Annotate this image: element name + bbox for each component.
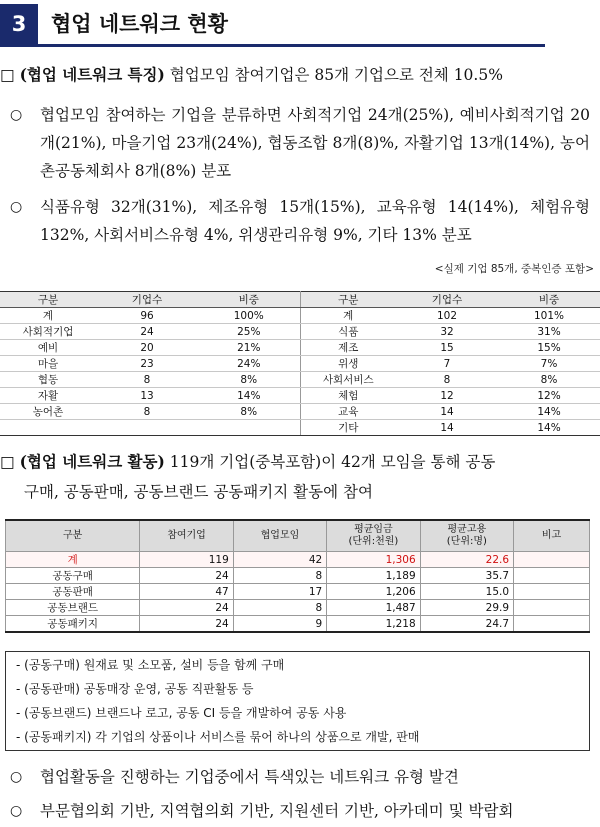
col-header-unit: (단위:명) (446, 536, 487, 547)
table-cell: 체험 (300, 388, 396, 404)
table-row (0, 388, 600, 404)
features-bullet-1 (10, 101, 590, 185)
table-cell: 제조 (300, 340, 396, 356)
table-cell: 계 (0, 308, 96, 324)
section-header (0, 4, 600, 44)
bullet-text: 부문협의회 기반, 지역협의회 기반, 지원센터 기반, 아카데미 및 박람회 (40, 802, 514, 820)
definitions-box (5, 651, 590, 751)
col-header: 참여기업 (140, 520, 233, 552)
col-header-label: 평균고용 (447, 524, 487, 535)
table-cell: 농어촌 (0, 404, 96, 420)
definition-line: - (공동구매) 원재료 및 소모품, 설비 등을 함께 구매 (16, 658, 285, 672)
square-bullet: □ (0, 66, 15, 84)
features-text: 협업모임 참여기업은 85개 기업으로 전체 10.5% (164, 66, 503, 84)
activities-text-line2: 구매, 공동판매, 공동브랜드 공동패키지 활동에 참여 (24, 483, 373, 501)
table-cell: 식품 (300, 324, 396, 340)
definition-line: - (공동패키지) 각 기업의 상품이나 서비스를 묶어 하나의 상품으로 개발, 판매 (16, 730, 420, 744)
table-cell: 사회적기업 (0, 324, 96, 340)
table-cell: 12% (498, 388, 600, 404)
table-cell: 계 (300, 308, 396, 324)
table-row (0, 420, 600, 436)
bullet-text: 협업모임 참여하는 기업을 분류하면 사회적기업 24개(25%), 예비사회적기업 20개(21%), 마을기업 23개(24%), 협동조합 8개(8)%, 자활기업 13개(14%), 농어촌공동체회사 8개(8%) 분포 (40, 106, 590, 180)
activities-heading: (협업 네트워크 활동) (19, 452, 165, 471)
table-cell (0, 420, 96, 436)
table-cell: 31% (498, 324, 600, 340)
table-header-row (0, 292, 600, 308)
col-header-unit: (단위:천원) (348, 536, 399, 547)
table-cell (514, 616, 590, 633)
col-header: 비중 (498, 292, 600, 308)
table-cell: 1,189 (327, 568, 420, 584)
table-cell: 24.7 (420, 616, 513, 633)
table-cell: 8 (396, 372, 498, 388)
bullet-text: 식품유형 32개(31%), 제조유형 15개(15%), 교육유형 14(14%), 체험유형 132%, 사회서비스유형 4%, 위생관리유형 9%, 기타 13% 분포 (40, 198, 590, 244)
table-cell: 14% (498, 404, 600, 420)
table-cell: 14% (498, 420, 600, 436)
table-cell: 7 (396, 356, 498, 372)
table-cell: 사회서비스 (300, 372, 396, 388)
table-row (6, 552, 590, 568)
table-cell (514, 584, 590, 600)
activities-text-line1: 119개 기업(중복포함)이 42개 모임을 통해 공동 (164, 453, 496, 471)
table-cell: 공동판매 (6, 584, 140, 600)
col-header: 구분 (0, 292, 96, 308)
table-cell: 12 (396, 388, 498, 404)
table-row (6, 584, 590, 600)
table-cell: 14 (396, 420, 498, 436)
table-cell: 100% (198, 308, 300, 324)
table-cell: 1,306 (327, 552, 420, 568)
table-cell: 7% (498, 356, 600, 372)
table-cell: 29.9 (420, 600, 513, 616)
table-cell: 32 (396, 324, 498, 340)
table-cell: 공동패키지 (6, 616, 140, 633)
table-cell: 8% (198, 372, 300, 388)
table-cell: 14% (198, 388, 300, 404)
table-cell: 공동구매 (6, 568, 140, 584)
col-header: 기업수 (96, 292, 198, 308)
col-header: 구분 (300, 292, 396, 308)
section-number: 3 (0, 4, 38, 44)
table-cell: 협동 (0, 372, 96, 388)
circle-bullet-icon: ○ (10, 107, 23, 123)
table-cell: 15.0 (420, 584, 513, 600)
table-cell: 8 (96, 404, 198, 420)
table-cell: 계 (6, 552, 140, 568)
table-row (0, 308, 600, 324)
table-cell: 35.7 (420, 568, 513, 584)
features-bullet-2 (10, 193, 590, 249)
table-cell: 24 (140, 616, 233, 633)
table-cell: 교육 (300, 404, 396, 420)
table-cell: 1,206 (327, 584, 420, 600)
table-cell: 예비 (0, 340, 96, 356)
table-cell (198, 420, 300, 436)
table-cell: 22.6 (420, 552, 513, 568)
col-header: 비중 (198, 292, 300, 308)
table-cell: 13 (96, 388, 198, 404)
circle-bullet-icon: ○ (10, 199, 23, 215)
circle-bullet-icon: ○ (10, 803, 23, 819)
table-cell: 24 (140, 600, 233, 616)
table-cell: 101% (498, 308, 600, 324)
table-row (0, 404, 600, 420)
table-cell: 8 (233, 600, 326, 616)
table-cell (96, 420, 198, 436)
table-cell: 공동브랜드 (6, 600, 140, 616)
table-header-row (6, 520, 590, 552)
table-cell: 20 (96, 340, 198, 356)
table-cell: 8 (96, 372, 198, 388)
table-cell: 자활 (0, 388, 96, 404)
table-cell: 24 (140, 568, 233, 584)
features-paragraph (0, 61, 600, 89)
table-cell: 8% (198, 404, 300, 420)
table-cell: 8% (498, 372, 600, 388)
table-cell: 기타 (300, 420, 396, 436)
table-cell: 8 (233, 568, 326, 584)
table-row (6, 568, 590, 584)
table-cell: 21% (198, 340, 300, 356)
col-header: 협업모임 (233, 520, 326, 552)
activities-paragraph (0, 447, 600, 507)
table-cell: 119 (140, 552, 233, 568)
table-cell: 17 (233, 584, 326, 600)
table-cell: 15 (396, 340, 498, 356)
table-row (6, 616, 590, 633)
table-cell: 1,218 (327, 616, 420, 633)
definition-line: - (공동브랜드) 브랜드나 로고, 공동 CI 등을 개발하여 공동 사용 (16, 706, 347, 720)
table-cell: 96 (96, 308, 198, 324)
table-cell: 47 (140, 584, 233, 600)
table-cell: 23 (96, 356, 198, 372)
table-row (0, 324, 600, 340)
col-header (420, 520, 513, 552)
activity-table (5, 519, 590, 633)
table-cell: 9 (233, 616, 326, 633)
header-rule (0, 44, 545, 47)
section-title: 협업 네트워크 현황 (51, 12, 228, 36)
table-cell: 102 (396, 308, 498, 324)
table-cell: 1,487 (327, 600, 420, 616)
table-cell (514, 568, 590, 584)
table-cell (514, 600, 590, 616)
col-header-label: 평균임금 (354, 524, 393, 535)
table-cell: 24 (96, 324, 198, 340)
col-header: 기업수 (396, 292, 498, 308)
bottom-bullet-2 (10, 797, 590, 825)
table-cell: 42 (233, 552, 326, 568)
table-cell: 25% (198, 324, 300, 340)
company-type-table (0, 291, 600, 436)
table-cell (514, 552, 590, 568)
col-header: 구분 (6, 520, 140, 552)
table-note: <실제 기업 85개, 중복인증 포함> (434, 263, 594, 275)
definition-line: - (공동판매) 공동매장 운영, 공동 직판활동 등 (16, 682, 254, 696)
col-header: 비고 (514, 520, 590, 552)
table-cell: 15% (498, 340, 600, 356)
table-row (6, 600, 590, 616)
bottom-bullet-1 (10, 763, 590, 791)
table-cell: 마을 (0, 356, 96, 372)
square-bullet: □ (0, 453, 15, 471)
table-row (0, 356, 600, 372)
table-cell: 24% (198, 356, 300, 372)
table-row (0, 372, 600, 388)
table-cell: 14 (396, 404, 498, 420)
table-cell: 위생 (300, 356, 396, 372)
circle-bullet-icon: ○ (10, 769, 23, 785)
bullet-text: 협업활동을 진행하는 기업중에서 특색있는 네트워크 유형 발견 (40, 768, 459, 786)
features-heading: (협업 네트워크 특징) (19, 65, 165, 84)
col-header (327, 520, 420, 552)
table-row (0, 340, 600, 356)
